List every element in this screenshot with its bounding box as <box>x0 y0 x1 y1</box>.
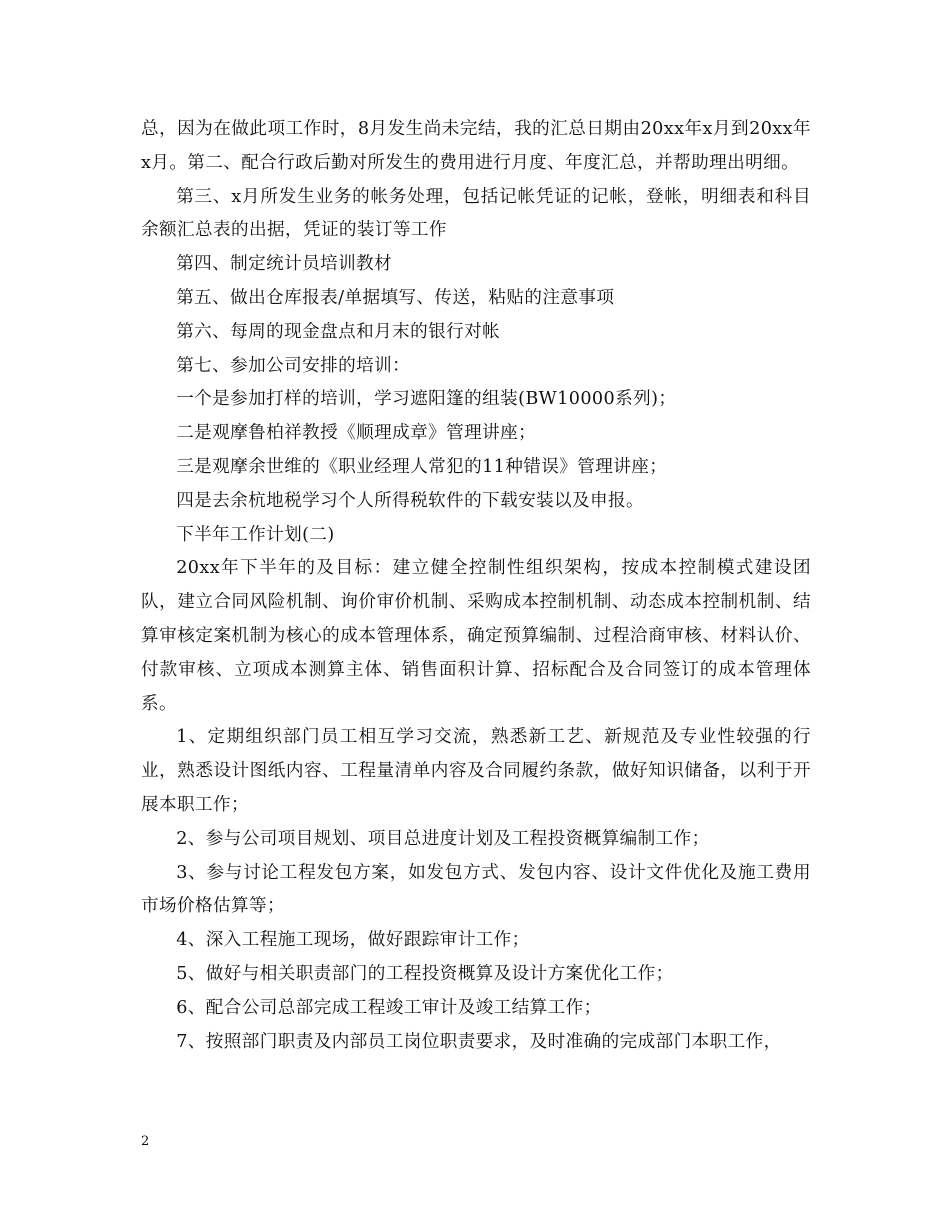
list-item-1: 1、定期组织部门员工相互学习交流，熟悉新工艺、新规范及专业性较强的行业，熟悉设计图纸内容、工程量清单内容及合同履约条款，做好知识储备，以利于开展本职工作； <box>141 727 811 815</box>
paragraph-6: 第七、参加公司安排的培训： <box>176 355 411 376</box>
paragraph-3: 第四、制定统计员培训教材 <box>176 254 393 275</box>
paragraph-4: 第五、做出仓库报表/单据填写、传送，粘贴的注意事项 <box>176 287 615 308</box>
list-item-7: 7、按照部门职责及内部员工岗位职责要求，及时准确的完成部门本职工作， <box>176 1031 782 1052</box>
paragraph-2: 第三、x月所发生业务的帐务处理，包括记帐凭证的记帐，登帐，明细表和科目余额汇总表的出据，凭证的装订等工作 <box>141 186 811 241</box>
list-item-6: 6、配合公司总部完成工程竣工审计及竣工结算工作； <box>176 997 602 1018</box>
paragraph-10: 四是去余杭地税学习个人所得税软件的下载安装以及申报。 <box>176 490 645 511</box>
paragraph-9: 三是观摩余世维的《职业经理人常犯的11种错误》管理讲座； <box>176 456 668 477</box>
paragraph-7: 一个是参加打样的培训，学习遮阳篷的组装(BW10000系列)； <box>176 389 677 410</box>
paragraph-12: 20xx年下半年的及目标：建立健全控制性组织架构，按成本控制模式建设团队，建立合同风险机制、询价审价机制、采购成本控制机制、动态成本控制机制、结算审核定案机制为核心的成本管理体系，确定预算编制、过程洽商审核、材料认价、付款审核、立项成本测算主体、销售面积计算、招标配合及合同签订的成本管理体系。 <box>141 558 811 714</box>
section-heading: 下半年工作计划(二) <box>176 524 335 545</box>
list-item-5: 5、做好与相关职责部门的工程投资概算及设计方案优化工作； <box>176 963 674 984</box>
document-body <box>141 113 811 1059</box>
list-item-4: 4、深入工程施工现场，做好跟踪审计工作； <box>176 930 530 951</box>
paragraph-1: 总，因为在做此项工作时，8月发生尚未完结，我的汇总日期由20xx年x月到20xx年x月。第二、配合行政后勤对所发生的费用进行月度、年度汇总，并帮助理出明细。 <box>141 119 811 173</box>
paragraph-5: 第六、每周的现金盘点和月末的银行对帐 <box>176 321 501 342</box>
page-number: 2 <box>141 1134 150 1149</box>
list-item-3: 3、参与讨论工程发包方案，如发包方式、发包内容、设计文件优化及施工费用市场价格估算等； <box>141 862 811 917</box>
paragraph-8: 二是观摩鲁柏祥教授《顺理成章》管理讲座； <box>176 423 537 444</box>
list-item-2: 2、参与公司项目规划、项目总进度计划及工程投资概算编制工作； <box>176 828 710 849</box>
